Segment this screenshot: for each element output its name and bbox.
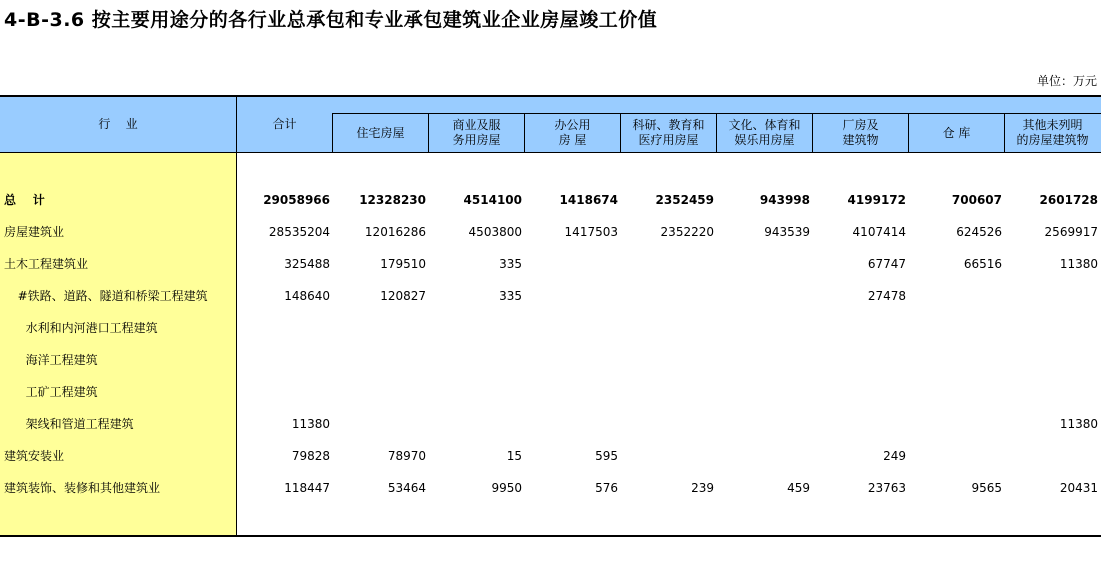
cell-value: 325488 (284, 257, 330, 271)
cell-value: 239 (691, 481, 714, 495)
row-label: 房屋建筑业 (4, 225, 65, 239)
cell-value: 2601728 (1039, 193, 1098, 207)
header-rule (0, 152, 1101, 153)
table-row (0, 254, 1101, 274)
cell-value: 66516 (963, 257, 1002, 271)
table-row (0, 414, 1101, 434)
header-divider (908, 113, 909, 153)
header-divider (716, 113, 717, 153)
table-row (0, 222, 1101, 242)
header-col-4: 科研、教育和 医疗用房屋 (632, 118, 705, 147)
cell-value: 12328230 (359, 193, 426, 207)
cell-value: 1418674 (559, 193, 618, 207)
table-row (0, 446, 1101, 466)
cell-value: 943539 (764, 225, 810, 239)
table-row (0, 318, 1101, 338)
header-divider (620, 113, 621, 153)
header-col-7: 仓 库 (942, 125, 971, 140)
header-industry: 行 业 (98, 117, 138, 131)
row-label: 架线和管道工程建筑 (18, 417, 134, 431)
header-divider (524, 113, 525, 153)
row-label: 建筑安装业 (4, 449, 65, 463)
cell-value: 27478 (867, 289, 906, 303)
cell-value: 15 (506, 449, 522, 463)
table-row (0, 286, 1101, 306)
row-label: 水利和内河港口工程建筑 (18, 321, 158, 335)
cell-value: 1417503 (564, 225, 618, 239)
cell-value: 9565 (971, 481, 1002, 495)
header-divider (428, 113, 429, 153)
cell-value: 79828 (291, 449, 330, 463)
cell-value: 4514100 (463, 193, 522, 207)
row-label: 土木工程建筑业 (4, 257, 89, 271)
cell-value: 700607 (951, 193, 1002, 207)
row-label: 总 计 (4, 193, 45, 207)
row-label: 工矿工程建筑 (18, 385, 98, 399)
cell-value: 120827 (380, 289, 426, 303)
table-row (0, 478, 1101, 498)
header-col-8: 其他未列明 的房屋建筑物 (1016, 118, 1089, 147)
cell-value: 2569917 (1044, 225, 1098, 239)
cell-value: 20431 (1059, 481, 1098, 495)
cell-value: 4107414 (852, 225, 906, 239)
cell-value: 459 (787, 481, 810, 495)
row-label: 建筑装饰、装修和其他建筑业 (4, 481, 161, 495)
cell-value: 335 (499, 257, 522, 271)
row-label: 海洋工程建筑 (18, 353, 98, 367)
header-divider (812, 113, 813, 153)
cell-value: 335 (499, 289, 522, 303)
cell-value: 53464 (387, 481, 426, 495)
header-col-0: 合计 (272, 117, 297, 131)
cell-value: 4199172 (847, 193, 906, 207)
header-divider (332, 113, 333, 153)
cell-value: 943998 (759, 193, 810, 207)
cell-value: 11380 (1059, 417, 1098, 431)
cell-value: 67747 (867, 257, 906, 271)
stub-divider (236, 97, 237, 535)
header-col-3: 办公用 房 屋 (554, 118, 591, 147)
cell-value: 11380 (1059, 257, 1098, 271)
header-col-5: 文化、体育和 娱乐用房屋 (728, 118, 801, 147)
cell-value: 23763 (867, 481, 906, 495)
cell-value: 2352459 (655, 193, 714, 207)
cell-value: 595 (595, 449, 618, 463)
cell-value: 148640 (284, 289, 330, 303)
table-row (0, 350, 1101, 370)
cell-value: 12016286 (364, 225, 426, 239)
cell-value: 576 (595, 481, 618, 495)
bottom-rule (0, 535, 1101, 537)
header-divider (1004, 113, 1005, 153)
cell-value: 179510 (380, 257, 426, 271)
page-title: 4-B-3.6 按主要用途分的各行业总承包和专业承包建筑业企业房屋竣工价值 (4, 9, 658, 31)
header-col-2: 商业及服 务用房屋 (452, 118, 501, 147)
row-label: #铁路、道路、隧道和桥梁工程建筑 (10, 289, 208, 303)
table-row (0, 382, 1101, 402)
cell-value: 249 (883, 449, 906, 463)
cell-value: 2352220 (660, 225, 714, 239)
table-row (0, 190, 1101, 210)
header-col-1: 住宅房屋 (356, 125, 405, 140)
cell-value: 28535204 (268, 225, 330, 239)
cell-value: 9950 (491, 481, 522, 495)
cell-value: 78970 (387, 449, 426, 463)
unit-label: 单位：万元 (1036, 74, 1097, 88)
cell-value: 118447 (284, 481, 330, 495)
cell-value: 4503800 (468, 225, 522, 239)
cell-value: 11380 (291, 417, 330, 431)
header-col-6: 厂房及 建筑物 (842, 118, 879, 147)
cell-value: 624526 (956, 225, 1002, 239)
cell-value: 29058966 (263, 193, 330, 207)
